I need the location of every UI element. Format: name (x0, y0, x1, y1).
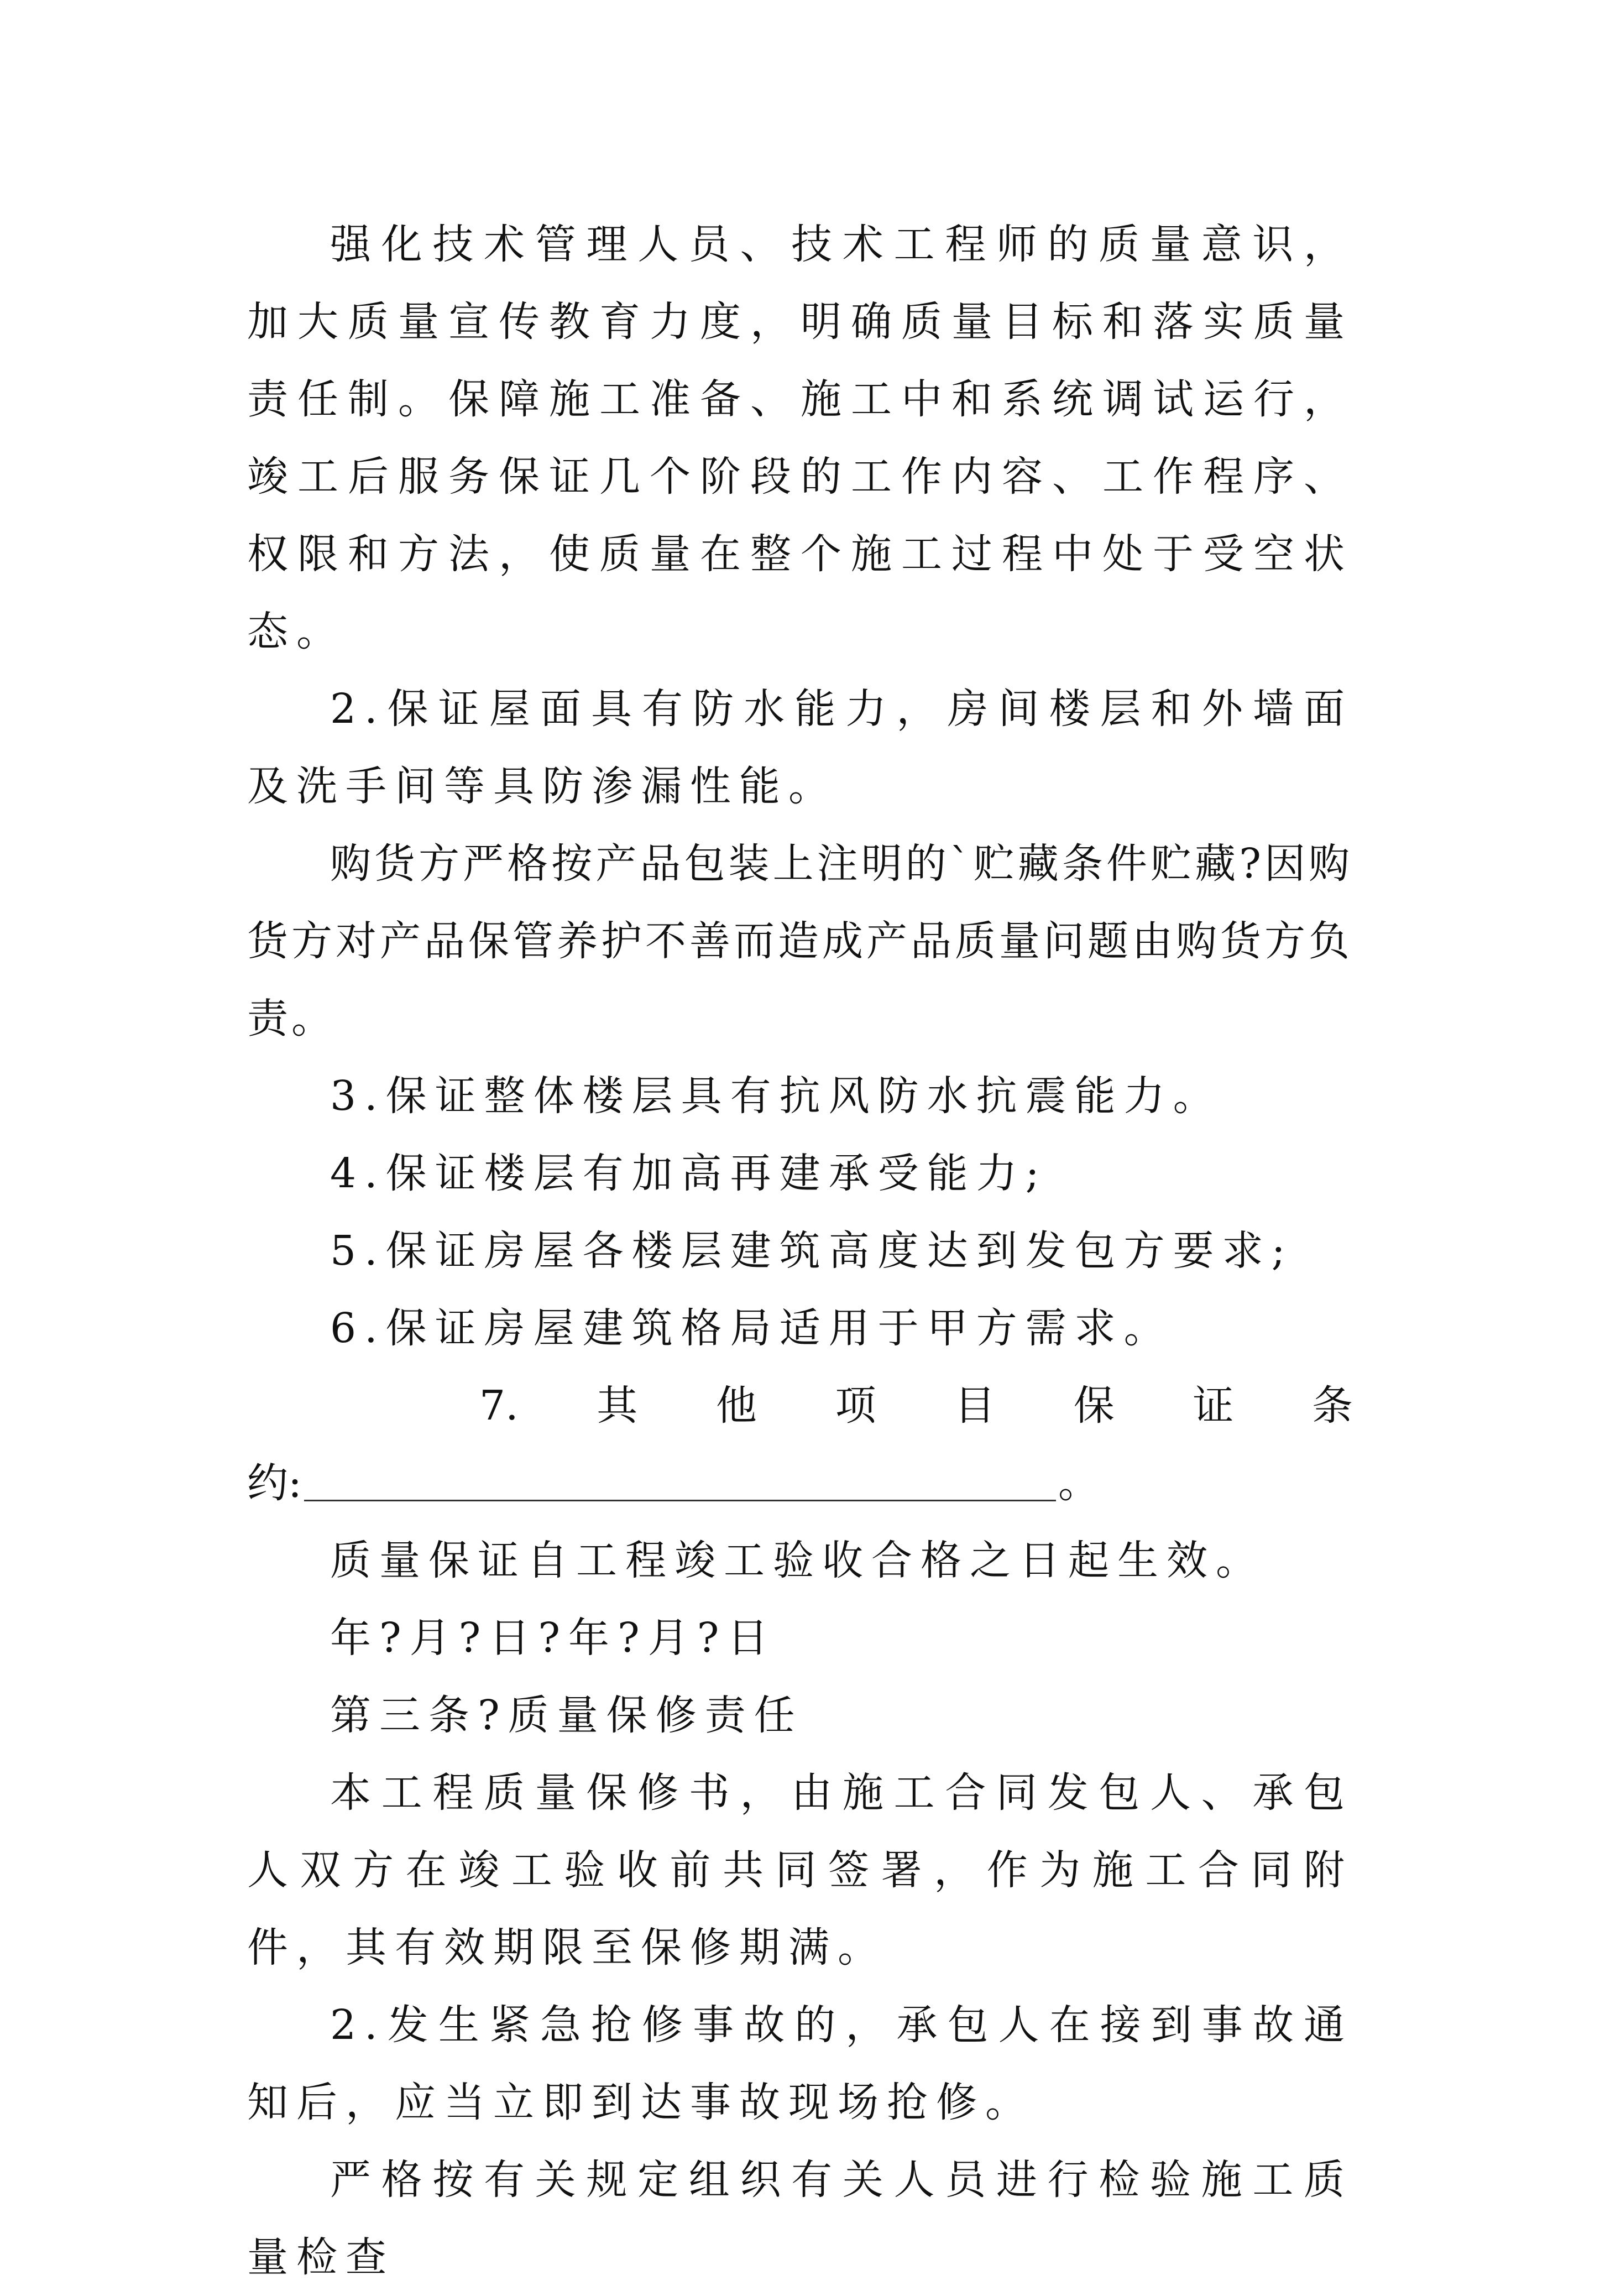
paragraph-clause-3: 3.保证整体楼层具有抗风防水抗震能力。 (330, 1072, 1222, 1120)
paragraph-clause-5: 5.保证房屋各楼层建筑高度达到发包方要求; (330, 1227, 1294, 1275)
paragraph-quality-awareness: 强化技术管理人员、技术工程师的质量意识，加大质量宣传教育力度，明确质量目标和落实质量责任制。保障施工准备、施工中和系统调试运行，竣工后服务保证几个阶段的工作内容、工作程序、权限和方法，使质量在整个施工过程中处于受空状态。 (247, 221, 1353, 655)
clause-7-word: 证 (1193, 1382, 1234, 1429)
paragraph-clause-7-fill (247, 1444, 1353, 1522)
clause-7-prefix: 约: (247, 1459, 302, 1507)
paragraph-article-3-title: 第三条?质量保修责任 (330, 1692, 803, 1739)
clause-7-word: 他 (715, 1382, 757, 1429)
clause-7-word: 保 (1073, 1382, 1115, 1429)
clause-7-word: 其 (597, 1382, 638, 1429)
paragraph-effective: 质量保证自工程竣工验收合格之日起生效。 (330, 1537, 1265, 1584)
clause-7-suffix: 。 (1058, 1459, 1099, 1507)
clause-7-word: 项 (835, 1382, 876, 1429)
paragraph-clause-4: 4.保证楼层有加高再建承受能力; (330, 1150, 1048, 1197)
document-body (247, 206, 1353, 2296)
paragraph-waterproof: 2.保证屋面具有防水能力，房间楼层和外墙面及洗手间等具防渗漏性能。 (247, 685, 1353, 810)
paragraph-clause-7-heading (247, 1367, 1353, 1444)
clause-7-word: 条 (1311, 1382, 1353, 1429)
paragraph-emergency-repair: 2.发生紧急抢修事故的，承包人在接到事故通知后，应当立即到达事故现场抢修。 (247, 2001, 1353, 2126)
paragraph-warranty-book: 本工程质量保修书，由施工合同发包人、承包人双方在竣工验收前共同签署，作为施工合同附件，其有效期限至保修期满。 (247, 1769, 1353, 1971)
fill-in-blank-line[interactable] (304, 1461, 1056, 1501)
paragraph-storage: 购货方严格按产品包装上注明的`贮藏条件贮藏?因购货方对产品保管养护不善而造成产品质量问题由购货方负责。 (247, 840, 1353, 1042)
paragraph-clause-6: 6.保证房屋建筑格局适用于甲方需求。 (330, 1304, 1173, 1352)
clause-7-word: 7. (479, 1382, 519, 1429)
clause-7-word: 目 (954, 1382, 996, 1429)
paragraph-dates: 年?月?日?年?月?日 (330, 1614, 777, 1662)
paragraph-inspection: 严格按有关规定组织有关人员进行检验施工质量检查 (247, 2156, 1353, 2281)
